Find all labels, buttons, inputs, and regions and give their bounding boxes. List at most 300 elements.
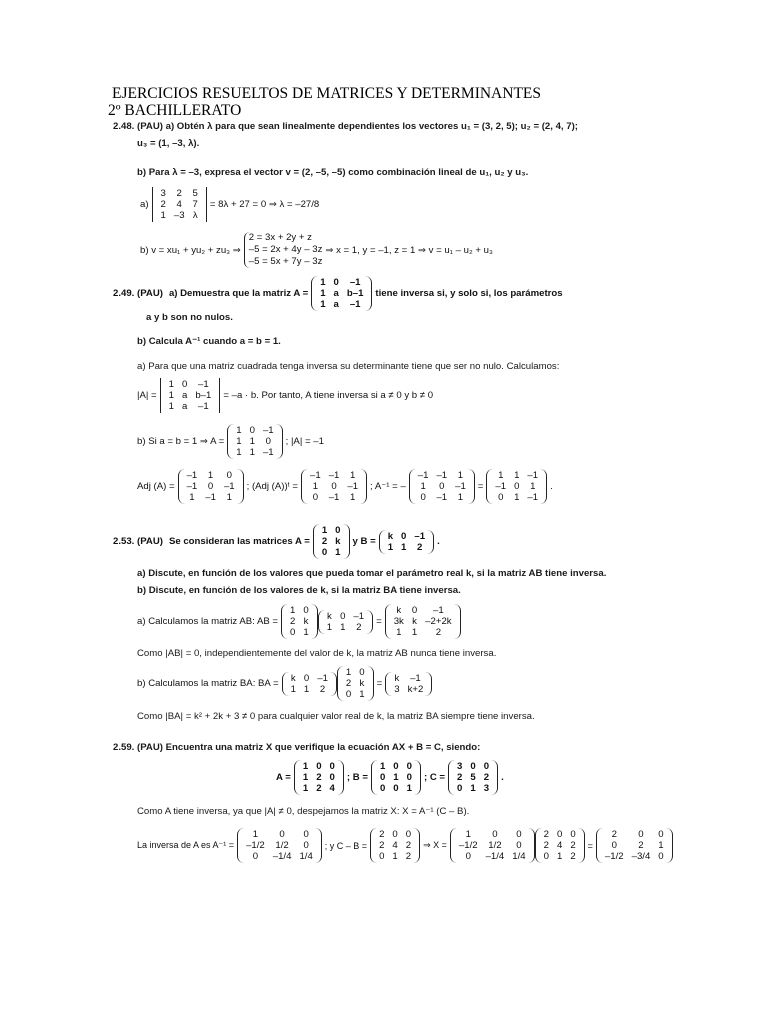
matrix-cell: k [335, 536, 341, 547]
matrix-cell: 0 [335, 525, 341, 536]
label: b) Calculamos la matriz BA: BA = [137, 678, 279, 689]
matrix-cell: –1 [223, 481, 235, 492]
matrix-cell: 4 [392, 840, 398, 851]
matrix-cell: 1 [290, 605, 296, 616]
matrix-cell: 1 [514, 470, 520, 481]
matrix-c [448, 760, 498, 795]
matrix-cell: 0 [303, 840, 309, 851]
label: ; B = [346, 772, 368, 783]
matrix-table [318, 525, 345, 558]
matrix-cell: 2 [316, 783, 322, 794]
label: b) v = xu₁ + yu₂ + zu₃ ⇒ [140, 244, 241, 256]
matrix [282, 672, 337, 696]
equation: –5 = 2x + 4y – 3z [248, 244, 323, 255]
matrix [281, 604, 318, 639]
matrix-cell: 3 [160, 188, 166, 199]
matrix-cell: –1 [436, 470, 448, 481]
matrix-cell: 1 [350, 492, 356, 503]
matrix-table [183, 470, 239, 503]
matrix-b [371, 760, 421, 795]
matrix-cell: 0 [333, 277, 339, 288]
matrix-cell: 2 [379, 840, 385, 851]
label: |A| = [137, 390, 157, 401]
matrix-cell: 1 [514, 492, 520, 503]
matrix-cell: –1 [262, 447, 274, 458]
period: . [550, 481, 553, 492]
period: . [437, 536, 440, 547]
question-b: b) Discute, en función de los valores de k, si la matriz BA tiene inversa. [137, 585, 461, 596]
matrix-b [379, 530, 434, 554]
matrix-cell: 2 [379, 829, 385, 840]
matrix-cell: –1 [436, 492, 448, 503]
question: Se consideran las matrices A = [168, 536, 310, 547]
matrix [385, 604, 461, 639]
label: ; y C – B = [324, 840, 368, 851]
matrix-cell: 1 [392, 851, 398, 862]
matrix-cell: 0 [405, 829, 412, 840]
solution-b [137, 232, 496, 268]
result: ; |A| = –1 [285, 436, 324, 447]
matrix-cell: 3 [394, 683, 400, 695]
matrix-cell: 0 [420, 492, 426, 503]
matrix-table [287, 673, 332, 695]
solution-a-determinant [137, 378, 436, 413]
matrix-cell: 2 [356, 621, 362, 633]
question-b: b) Calcula A⁻¹ cuando a = b = 1. [137, 336, 281, 347]
matrix-cell: –1 [186, 470, 198, 481]
matrix-cell: 1/2 [488, 840, 502, 851]
matrix-cell: 1 [321, 525, 328, 536]
matrix-a [313, 524, 350, 559]
matrix-cell: 1/4 [299, 851, 313, 862]
matrix-cell: 5 [192, 188, 198, 199]
matrix-table [323, 611, 368, 633]
matrix-cell: 2 [405, 851, 412, 862]
matrix-cell: 1 [160, 210, 166, 221]
matrix-cell: 1 [312, 481, 319, 492]
matrix-cell: 2 [321, 536, 328, 547]
matrix-cell: –1 [317, 672, 328, 684]
matrix-cell: 1 [387, 541, 394, 553]
matrix-cell: 1 [457, 492, 464, 503]
matrix-cell: 0 [303, 672, 310, 684]
label: y B = [352, 536, 376, 547]
matrix-cell: –1 [349, 299, 361, 310]
matrix-cell: 0 [483, 761, 490, 772]
matrix [535, 828, 585, 863]
matrix-cell: –1 [262, 425, 274, 436]
equals: = [477, 481, 484, 492]
matrix-table [286, 605, 313, 638]
label: b) Si a = b = 1 ⇒ A = [137, 436, 225, 447]
matrix-cell: b–1 [346, 288, 364, 299]
matrix-cell: 1 [189, 492, 195, 503]
matrix-cell: 1 [303, 683, 310, 695]
matrix-cell: 0 [638, 829, 644, 840]
matrix-cell: 1 [406, 783, 412, 794]
label: ; (Adj (A))ᵗ = [246, 481, 299, 492]
matrix-cell: –1 [495, 481, 507, 492]
matrix-cell: k [396, 605, 402, 616]
matrix-cell: 0 [611, 840, 617, 851]
matrix-table [342, 667, 369, 700]
matrix-cell: 2 [345, 678, 352, 689]
matrix-table [491, 470, 542, 503]
matrix-cell: 2 [405, 840, 412, 851]
matrix-cell: 0 [379, 783, 386, 794]
matrix-cell: k+2 [407, 683, 424, 695]
matrix-cell: 1 [359, 689, 365, 700]
matrix-table [601, 829, 668, 862]
matrix-cell: 2 [435, 627, 442, 638]
matrix-cell: 3 [457, 761, 463, 772]
matrix-cell: 0 [249, 425, 255, 436]
determinant [160, 378, 221, 413]
matrix-cell: 0 [345, 689, 352, 700]
matrix-cell: 0 [312, 492, 319, 503]
matrix [237, 828, 322, 863]
matrix-cell: 2 [290, 616, 296, 627]
matrix-cell: k [394, 672, 400, 684]
matrix-cell: 0 [470, 761, 476, 772]
matrix-table [316, 277, 367, 310]
matrix-cell: 0 [182, 379, 188, 390]
matrix-cell: 1 [236, 436, 242, 447]
matrix-table [453, 761, 493, 794]
matrix [227, 424, 282, 459]
matrix-cell: 0 [658, 829, 664, 840]
matrix-cell: k [326, 610, 332, 622]
matrix-cell: 0 [392, 829, 398, 840]
label: La inversa de A es A⁻¹ = [137, 840, 235, 850]
matrix-cell: 0 [340, 610, 346, 622]
matrix-table [384, 531, 429, 553]
matrix-table [232, 425, 277, 458]
matrix-table [242, 829, 317, 862]
matrix-cell: –1 [198, 401, 209, 412]
matrix-cell: 1 [465, 829, 471, 840]
matrix-cell: –2+2k [425, 616, 452, 627]
matrix-cell: 5 [470, 772, 476, 783]
matrix-cell: 1 [498, 470, 504, 481]
matrix-table [306, 470, 362, 503]
matrix-table [414, 470, 470, 503]
matrix-cell: 1 [302, 772, 309, 783]
matrix-cell: a [333, 299, 339, 310]
solution-a: a) Para que una matriz cuadrada tenga inversa su determinante tiene que ser no nulo. Calculamos: [137, 361, 560, 372]
matrix-cell: –3/4 [631, 851, 651, 862]
equals: = [376, 616, 382, 627]
exercise-number: 2.49. (PAU) [113, 288, 163, 299]
matrix-cell: 0 [406, 761, 412, 772]
matrix-cell: 2 [417, 541, 423, 553]
matrix-cell: 1/4 [512, 851, 526, 862]
matrix-cell: 2 [638, 840, 644, 851]
matrix-cell: 1 [393, 772, 399, 783]
matrix-cell: 0 [514, 481, 520, 492]
matrix [370, 828, 420, 863]
matrix-table [165, 379, 216, 412]
matrix [318, 610, 373, 634]
solution-b [137, 424, 327, 459]
label: ; C = [423, 772, 446, 783]
matrix-cell: 2 [176, 188, 182, 199]
matrix-cell: a [182, 390, 188, 401]
matrix-cell: 2 [160, 199, 166, 210]
matrix-cell: 0 [406, 772, 412, 783]
matrix-cell: –1 [353, 610, 365, 622]
matrix-cell: 1 [207, 470, 214, 481]
matrix-cell: 1 [396, 627, 402, 638]
matrix-cell: 0 [379, 772, 386, 783]
matrix-cell: a [333, 288, 339, 299]
matrix [385, 672, 432, 696]
solution-inverse [137, 828, 673, 863]
matrix [450, 828, 535, 863]
solution-text: Como A tiene inversa, ya que |A| ≠ 0, despejamos la matriz X: X = A⁻¹ (C – B). [137, 806, 470, 817]
matrix-cell: 0 [570, 829, 576, 840]
matrix-cell: 0 [457, 783, 463, 794]
matrix-cell: 1 [470, 783, 476, 794]
question-b: b) Para λ = –3, expresa el vector v = (2, –5, –5) como combinación lineal de u₁, u₂ y u₃. [137, 167, 529, 178]
matrix-cell: 1 [168, 390, 174, 401]
solution-a [137, 604, 461, 639]
matrix-cell: 0 [279, 829, 285, 840]
label: ; A⁻¹ = – [370, 481, 406, 492]
matrix-cell: 1/2 [275, 840, 289, 851]
matrix-table [540, 829, 580, 862]
exercise-2-48-question-a [113, 121, 578, 132]
matrix-cell: –1 [527, 470, 539, 481]
matrix-cell: –1/2 [604, 851, 624, 862]
matrix-cell: 1 [530, 481, 536, 492]
equals: = [376, 678, 383, 689]
matrix-cell: 0 [207, 481, 214, 492]
matrix-cell: 1 [168, 401, 174, 412]
page-subtitle: 2º BACHILLERATO [108, 102, 242, 119]
matrix-cell: 0 [379, 851, 385, 862]
matrix-a [311, 276, 372, 311]
matrix-cell: 0 [329, 761, 335, 772]
matrix-cell: –1 [328, 492, 340, 503]
matrix-cell: 7 [192, 199, 198, 210]
matrix-cell: –1 [205, 492, 216, 503]
page-title: EJERCICIOS RESUELTOS DE MATRICES Y DETERMINANTES [112, 85, 542, 102]
matrix-cell: –1 [310, 470, 321, 481]
equation-system [244, 232, 323, 268]
matrix-cell: 0 [465, 851, 471, 862]
matrix-cell: 1 [401, 541, 407, 553]
matrix-cell: –1 [186, 481, 198, 492]
matrix-cell: 0 [393, 783, 399, 794]
matrix-table [455, 829, 530, 862]
matrix-cell: 0 [393, 761, 399, 772]
matrix-cell: 0 [658, 851, 664, 862]
matrix-a [294, 760, 344, 795]
label: a) Calculamos la matriz AB: AB = [137, 616, 279, 627]
matrix-cell: 2 [316, 772, 322, 783]
matrix-cell: 2 [543, 829, 549, 840]
equals: = [587, 840, 593, 851]
matrix-cell: 1 [320, 277, 326, 288]
matrix-cell: 2 [543, 840, 549, 851]
matrix-cell: –1 [347, 481, 359, 492]
matrix-cell: 0 [290, 627, 296, 638]
exercise-2-59-question [113, 742, 480, 753]
exercise-number: 2.48. (PAU) [113, 121, 163, 132]
matrix-cell: 0 [316, 761, 322, 772]
matrix-cell: 0 [303, 829, 309, 840]
matrix-cell: 1 [303, 627, 309, 638]
matrix [486, 469, 547, 504]
question-a-cont: u₃ = (1, –3, λ). [137, 138, 200, 149]
matrix-cell: 2 [570, 851, 576, 862]
matrix-cell: k [290, 672, 296, 684]
matrix [337, 666, 374, 701]
matrix-cell: 1 [420, 481, 426, 492]
matrix-table [390, 673, 427, 695]
period: . [501, 772, 504, 783]
matrix-cell: 1 [252, 829, 259, 840]
matrix [301, 469, 367, 504]
matrix-cell: –1/2 [246, 840, 265, 851]
matrix-table [375, 829, 415, 862]
matrix-table [299, 761, 339, 794]
matrix-cell: –1/4 [272, 851, 292, 862]
matrix-cell: 2 [457, 772, 463, 783]
matrix-cell: 1 [457, 470, 464, 481]
adjoint-computation [137, 469, 556, 504]
label: a) [140, 199, 149, 210]
matrix-cell: 1 [335, 547, 341, 558]
matrix-cell: 4 [329, 783, 335, 794]
matrix-cell: 0 [492, 829, 498, 840]
matrix-cell: 1 [236, 425, 242, 436]
label: A = [276, 772, 291, 783]
determinant [152, 187, 207, 222]
matrix-cell: –1 [198, 379, 209, 390]
matrix-cell: k [412, 616, 417, 627]
matrix-cell: 1 [350, 470, 356, 481]
equation: –5 = 5x + 7y – 3z [248, 256, 323, 267]
matrix-cell: –1 [414, 530, 426, 542]
matrix-cell: –1/2 [458, 840, 478, 851]
matrix-cell: 0 [252, 851, 259, 862]
matrix-cell: 1 [249, 447, 255, 458]
label: Adj (A) = [137, 481, 175, 492]
question-a-cont: a y b son no nulos. [146, 312, 233, 323]
matrix-cell: a [182, 401, 188, 412]
matrix-cell: 3k [393, 616, 404, 627]
exercise-2-49-question-a [113, 276, 566, 311]
matrix [409, 469, 475, 504]
matrix-cell: –1/4 [485, 851, 505, 862]
matrix-cell: k [303, 616, 309, 627]
matrix-cell: 1 [290, 683, 296, 695]
matrix-cell: 0 [265, 436, 271, 447]
matrix-cell: 0 [359, 667, 365, 678]
matrix-cell: 0 [516, 829, 522, 840]
question-a-cont: tiene inversa si, y solo si, los parámetros [375, 288, 563, 299]
matrix-cell: 2 [483, 772, 490, 783]
matrix [596, 828, 673, 863]
matrix-cell: –1 [410, 672, 421, 684]
matrix-cell: –3 [173, 210, 185, 221]
question-a: a) Obtén λ para que sean linealmente dependientes los vectores u₁ = (3, 2, 5); u₂ = (2, 4, 7); [165, 121, 578, 132]
matrix-cell: 1 [168, 379, 174, 390]
question-a: a) Discute, en función de los valores que pueda tomar el parámetro real k, si la matriz AB tiene inversa. [137, 568, 607, 579]
matrix-cell: –1 [328, 470, 340, 481]
exercise-2-53-question [113, 524, 443, 559]
result: = 8λ + 27 = 0 ⇒ λ = –27/8 [209, 199, 320, 210]
question: Encuentra una matriz X que verifique la ecuación AX + B = C, siendo: [165, 742, 481, 753]
matrix-cell: b–1 [195, 390, 212, 401]
matrix-cell: 1 [658, 840, 664, 851]
matrix-cell: 1 [326, 621, 333, 633]
label: ⇒ X = [423, 840, 447, 850]
matrix-cell: 0 [226, 470, 232, 481]
matrix-cell: 3 [483, 783, 490, 794]
matrix-cell: 0 [331, 481, 337, 492]
question-a: a) Demuestra que la matriz A = [168, 288, 309, 299]
matrix-cell: –1 [433, 605, 444, 616]
matrix-cell: 1 [226, 492, 232, 503]
matrix-cell: 1 [411, 627, 418, 638]
exercise-number: 2.59. (PAU) [113, 742, 163, 753]
matrix-table [376, 761, 416, 794]
matrix-cell: –1 [527, 492, 539, 503]
matrix-cell: 0 [556, 829, 563, 840]
matrix-cell: 1 [249, 436, 255, 447]
matrix-cell: 2 [570, 840, 576, 851]
matrix-cell: 1 [320, 288, 326, 299]
matrix-cell: k [387, 530, 394, 542]
matrix-cell: 0 [516, 840, 522, 851]
matrix-cell: 4 [176, 199, 182, 210]
matrix [178, 469, 244, 504]
matrix-cell: 1 [320, 299, 326, 310]
solution-a-note: Como |AB| = 0, independientemente del valor de k, la matriz AB nunca tiene inversa. [137, 648, 497, 659]
result: = –a · b. Por tanto, A tiene inversa si a ≠ 0 y b ≠ 0 [223, 390, 434, 401]
matrix-cell: 1 [345, 667, 352, 678]
matrices-abc [276, 760, 507, 795]
matrix-cell: 1 [340, 621, 346, 633]
matrix-cell: 1 [302, 761, 309, 772]
matrix-cell: 1 [302, 783, 309, 794]
matrix-cell: 0 [321, 547, 328, 558]
matrix-cell: 1 [556, 851, 563, 862]
matrix-cell: 0 [411, 605, 418, 616]
matrix-cell: 1 [379, 761, 386, 772]
matrix-cell: 2 [319, 683, 326, 695]
matrix-table [390, 605, 456, 638]
solution-b [137, 666, 432, 701]
matrix-cell: 0 [439, 481, 445, 492]
matrix-cell: –1 [417, 470, 429, 481]
equation: 2 = 3x + 2y + z [248, 232, 312, 243]
matrix-cell: 0 [543, 851, 549, 862]
solution-a [137, 187, 322, 222]
matrix-table [157, 188, 202, 221]
matrix-cell: 0 [329, 772, 335, 783]
solution-b-note: Como |BA| = k² + 2k + 3 ≠ 0 para cualquier valor real de k, la matriz BA siempre tiene inversa. [137, 711, 535, 722]
matrix-cell: k [359, 678, 365, 689]
matrix-cell: 0 [401, 530, 407, 542]
matrix-cell: 0 [498, 492, 504, 503]
matrix-cell: 4 [556, 840, 563, 851]
matrix-cell: –1 [455, 481, 466, 492]
exercise-number: 2.53. (PAU) [113, 536, 163, 547]
